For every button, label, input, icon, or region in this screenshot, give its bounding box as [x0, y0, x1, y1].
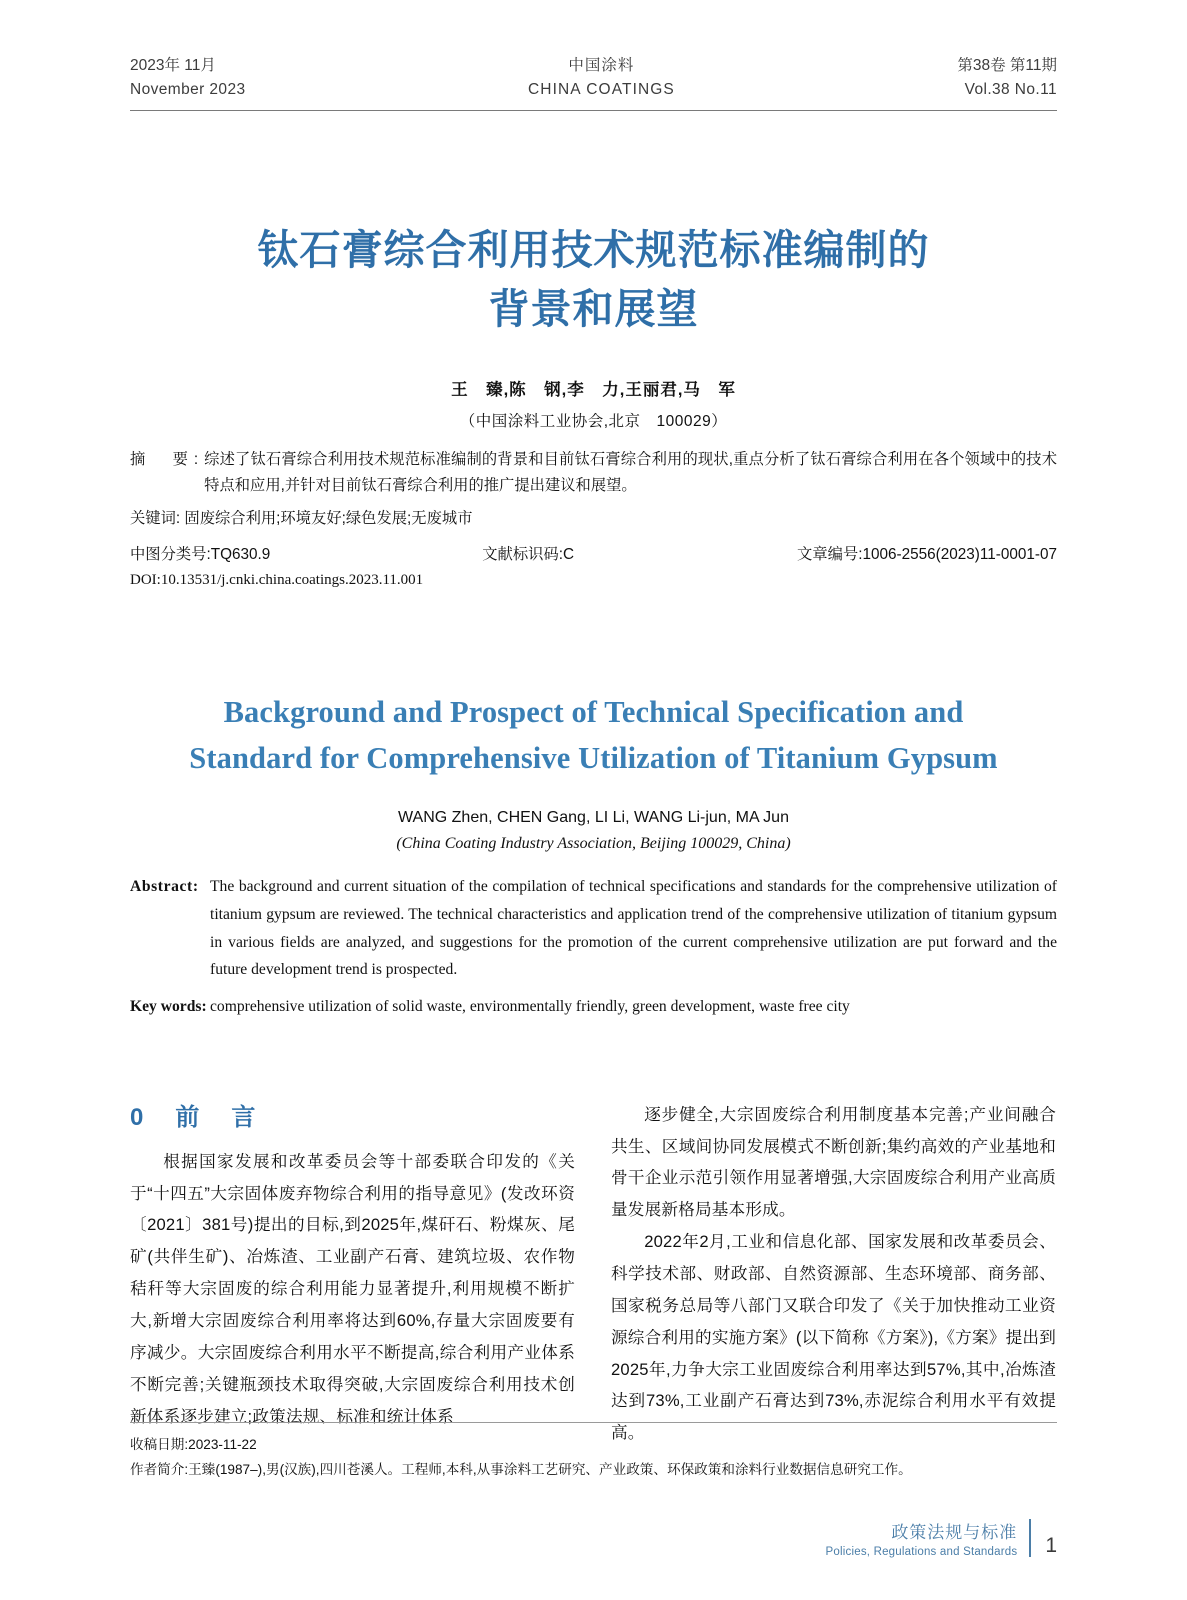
body-column-right: [611, 1097, 1056, 1449]
abstract-en-label: Abstract:: [130, 878, 199, 896]
keywords-en-label: Key words:: [130, 998, 207, 1016]
affiliation-en: (China Coating Industry Association, Beijing 100029, China): [396, 835, 791, 853]
section-heading: 0 前 言: [130, 1103, 260, 1131]
page-title-en-line2: Standard for Comprehensive Utilization of Titanium Gypsum: [189, 740, 998, 775]
running-head-left: [130, 54, 246, 102]
volume-issue-en: Vol.38 No.11: [964, 81, 1057, 99]
abstract-zh-text: 综述了钛石膏综合利用技术规范标准编制的背景和目前钛石膏综合利用的现状,重点分析了钛石膏综合利用在各个领域中的技术特点和应用,并针对目前钛石膏综合利用的推广提出建议和展望。: [204, 450, 1057, 495]
journal-name-zh: 中国涂料: [568, 57, 635, 74]
received-date: 收稿日期:2023-11-22: [130, 1436, 257, 1452]
running-head: [130, 0, 1057, 111]
footer-divider: [1029, 1519, 1031, 1557]
authors-en: WANG Zhen, CHEN Gang, LI Li, WANG Li-jun, MA Jun: [398, 809, 789, 827]
page-title-en: [130, 689, 1057, 782]
issue-date-zh: 2023年 11月: [130, 57, 216, 74]
page-footer: [826, 1518, 1057, 1558]
journal-name-en: CHINA COATINGS: [527, 81, 675, 99]
article-meta-zh: [130, 542, 1057, 564]
body-text-right: [611, 1099, 1056, 1449]
paragraph: 2022年2月,工业和信息化部、国家发展和改革委员会、科学技术部、财政部、自然资源部、生态环境部、商务部、国家税务总局等八部门又联合印发了《关于加快推动工业资源综合利用的实施方案》(以下简称《方案》),《方案》提出到2025年,力争大宗工业固废综合利用率达到57%,其中,冶炼渣达到73%,工业副产石膏达到73%,赤泥综合利用水平有效提高。: [611, 1232, 1056, 1443]
keywords-zh: 关键词: 固废综合利用;环境友好;绿色发展;无废城市: [130, 509, 473, 527]
author-bio: 作者简介:王臻(1987–),男(汉族),四川苍溪人。工程师,本科,从事涂料工艺研究、产业政策、环保政策和涂料行业数据信息研究工作。: [130, 1461, 912, 1477]
body-column-left: [130, 1097, 575, 1449]
issue-date-en: November 2023: [130, 81, 246, 99]
affiliation-zh: （中国涂料工业协会,北京 100029）: [459, 412, 728, 430]
abstract-zh-label: 摘 要:: [130, 450, 205, 468]
abstract-en: [130, 873, 1057, 984]
authors-zh: 王 臻,陈 钢,李 力,王丽君,马 军: [451, 380, 736, 399]
page-title-en-line1: Background and Prospect of Technical Specification and: [223, 694, 964, 729]
body-columns: [130, 1097, 1057, 1449]
paragraph: 根据国家发展和改革委员会等十部委联合印发的《关于“十四五”大宗固体废弃物综合利用的指导意见》(发改环资〔2021〕381号)提出的目标,到2025年,煤矸石、粉煤灰、尾矿(共伴生矿)、冶炼渣、工业副产石膏、建筑垃圾、农作物秸秆等大宗固废的综合利用能力显著提升,利用规模不断扩大,新增大宗固废综合利用率将达到60%,存量大宗固废要有序减少。大宗固废综合利用水平不断提高,综合利用产业体系不断完善;关键瓶颈技术取得突破,大宗固废综合利用技术创新体系逐步建立;政策法规、标准和统计体系: [130, 1151, 575, 1426]
keywords-en: [130, 994, 1057, 1021]
page-title-zh-line2: 背景和展望: [488, 286, 699, 333]
document-code: 文献标识码:C: [482, 545, 575, 563]
body-text-left: [130, 1146, 575, 1433]
abstract-en-text: The background and current situation of the compilation of technical specifications and standards for the comprehensive utilization of titanium gypsum are reviewed. The technical characteristics and application trend of the comprehensive utilization of titanium gypsum in various fields are analyzed, and suggestions for the promotion of the current comprehensive utilization are put forward and the future development trend is prospected.: [210, 878, 1057, 979]
clc-number: 中图分类号:TQ630.9: [130, 545, 271, 563]
running-head-center: [528, 54, 675, 102]
abstract-zh: [130, 447, 1057, 500]
running-head-right: [957, 54, 1057, 102]
keywords-en-text: comprehensive utilization of solid waste, environmentally friendly, green development, waste free city: [210, 998, 850, 1016]
footer-column-en: Policies, Regulations and Standards: [825, 1546, 1018, 1558]
doi-line: DOI:10.13531/j.cnki.china.coatings.2023.11.001: [130, 571, 424, 588]
volume-issue-zh: 第38卷 第11期: [957, 57, 1057, 74]
page-title-zh-line1: 钛石膏综合利用技术规范标准编制的: [257, 227, 930, 274]
page-number: 1: [1045, 1534, 1057, 1557]
paragraph: 逐步健全,大宗固废综合利用制度基本完善;产业间融合共生、区域间协同发展模式不断创新;集约高效的产业基地和骨干企业示范引领作用显著增强,大宗固废综合利用产业高质量发展新格局基本形成。: [611, 1104, 1056, 1220]
page-title-zh: [130, 221, 1057, 340]
footnotes: [130, 1422, 1057, 1482]
article-number: 文章编号:1006-2556(2023)11-0001-07: [797, 545, 1057, 563]
footer-column-zh: 政策法规与标准: [891, 1523, 1018, 1542]
footer-column-label: [826, 1518, 1018, 1558]
